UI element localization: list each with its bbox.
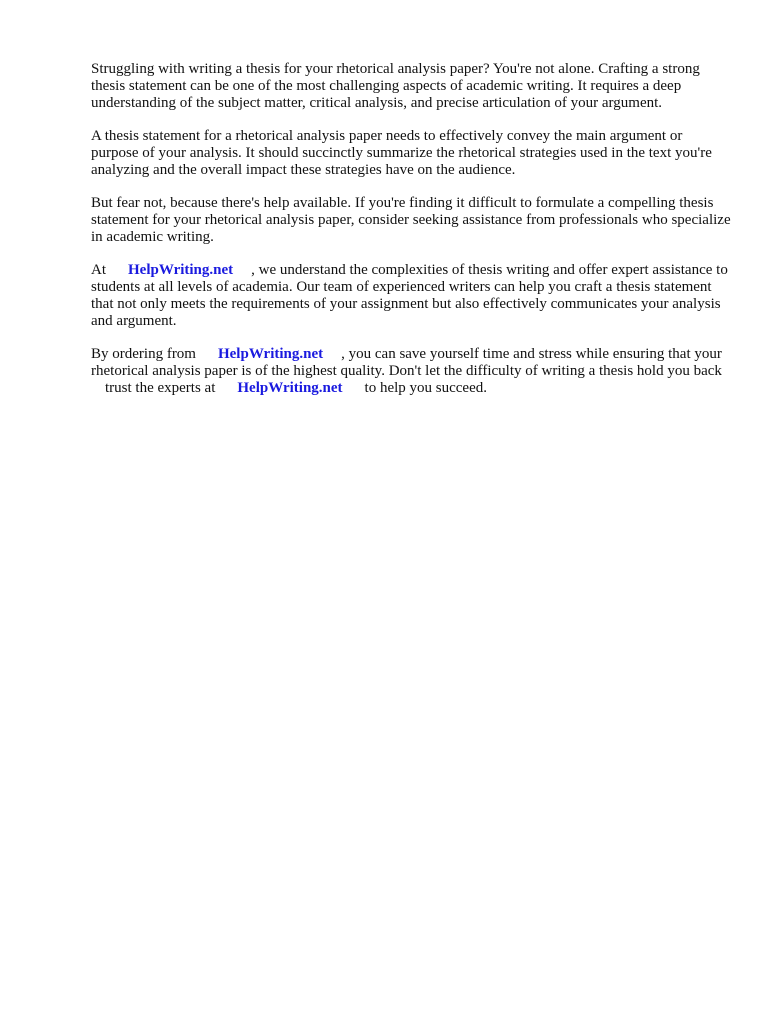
paragraph-text: to help you succeed. xyxy=(364,380,487,396)
document-body xyxy=(91,61,731,413)
paragraph-text: trust the experts at xyxy=(105,380,216,396)
paragraph-text: , you can save yourself time and stress while ensuring that your rhetorical analysis paper is of the highest quality. Don't let the difficulty of writing a thesis hold you back xyxy=(91,346,722,379)
paragraph-thesis-definition: A thesis statement for a rhetorical analysis paper needs to effectively convey the main argument or purpose of your analysis. It should succinctly summarize the rhetorical strategies used in the text you're analyzing and the overall impact these strategies have on the audience. xyxy=(91,128,712,178)
paragraph-help-available: But fear not, because there's help available. If you're finding it difficult to formulate a compelling thesis statement for your rhetorical analysis paper, consider seeking assistance from professionals who specialize in academic writing. xyxy=(91,195,731,245)
helpwriting-link[interactable]: HelpWriting.net xyxy=(237,380,343,396)
paragraph-text: At xyxy=(91,262,106,278)
paragraph-call-to-action xyxy=(91,346,731,397)
paragraph-text: , we understand the complexities of thesis writing and offer expert assistance to students at all levels of academia. Our team of experienced writers can help you craft a thesis statement that not only meets the requirements of your assignment but also effectively communicates your analysis and argument. xyxy=(91,262,728,329)
helpwriting-link[interactable]: HelpWriting.net xyxy=(217,346,324,362)
paragraph-text: By ordering from xyxy=(91,346,196,362)
paragraph-service-intro xyxy=(91,262,731,330)
helpwriting-link[interactable]: HelpWriting.net xyxy=(128,262,234,278)
paragraph-intro: Struggling with writing a thesis for your rhetorical analysis paper? You're not alone. Crafting a strong thesis statement can be one of the most challenging aspects of academic writing. It requires a deep understanding of the subject matter, critical analysis, and precise articulation of your argument. xyxy=(91,61,700,111)
